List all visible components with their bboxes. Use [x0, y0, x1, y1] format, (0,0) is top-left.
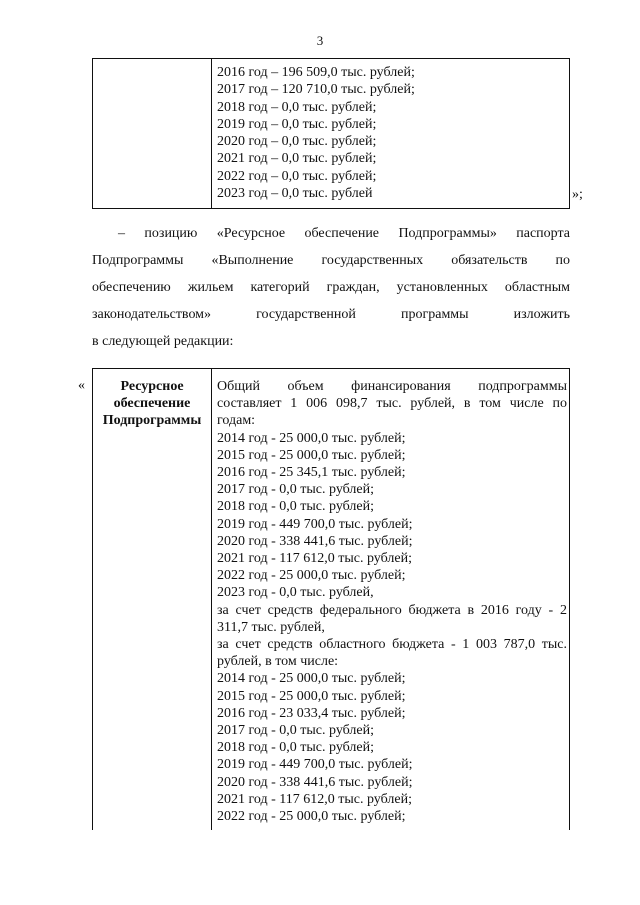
- table-line: 2022 год - 25 000,0 тыс. рублей;: [217, 568, 406, 584]
- table-line: 2014 год - 25 000,0 тыс. рублей;: [217, 671, 406, 687]
- closing-quote: »;: [572, 187, 583, 202]
- column-divider: [211, 59, 212, 208]
- table-line: 2023 год – 0,0 тыс. рублей: [217, 186, 373, 202]
- table-line: за счет средств областного бюджета - 1 003 787,0 тыс.: [217, 637, 567, 653]
- table-line: 2016 год - 23 033,4 тыс. рублей;: [217, 705, 406, 721]
- table-line: рублей, в том числе:: [217, 654, 339, 670]
- page-number: 3: [316, 33, 324, 48]
- table-line: 2019 год - 449 700,0 тыс. рублей;: [217, 757, 413, 773]
- row-label: [93, 378, 211, 429]
- table-line: 2017 год – 120 710,0 тыс. рублей;: [217, 82, 415, 98]
- paragraph-line: законодательством» государственной программы изложить: [92, 307, 570, 322]
- table-line: 2016 год – 196 509,0 тыс. рублей;: [217, 65, 415, 80]
- column-divider: [211, 369, 212, 830]
- table-line: 2021 год - 117 612,0 тыс. рублей;: [217, 791, 412, 807]
- table-line: 2020 год - 338 441,6 тыс. рублей;: [217, 533, 413, 549]
- funding-table-continuation: [92, 58, 570, 209]
- opening-quote: «: [78, 378, 85, 393]
- paragraph-line: обеспечению жильем категорий граждан, установленных областным: [92, 280, 570, 295]
- table-line: 2022 год - 25 000,0 тыс. рублей;: [217, 809, 406, 825]
- table-line: 2020 год – 0,0 тыс. рублей;: [217, 134, 377, 150]
- table-line: 2019 год - 449 700,0 тыс. рублей;: [217, 516, 413, 532]
- table-line: 2021 год - 117 612,0 тыс. рублей;: [217, 551, 412, 567]
- table-line: Общий объем финансирования подпрограммы: [217, 379, 567, 394]
- table-line: 2017 год - 0,0 тыс. рублей;: [217, 482, 375, 498]
- table-line: 2015 год - 25 000,0 тыс. рублей;: [217, 447, 406, 463]
- table-line: 2018 год - 0,0 тыс. рублей;: [217, 740, 375, 756]
- table-line: за счет средств федерального бюджета в 2016 году - 2: [217, 602, 567, 618]
- paragraph-line: – позицию «Ресурсное обеспечение Подпрограммы» паспорта: [118, 226, 570, 241]
- table-line: 2019 год – 0,0 тыс. рублей;: [217, 116, 377, 132]
- table-line: 2022 год – 0,0 тыс. рублей;: [217, 168, 377, 184]
- table-line: годам:: [217, 413, 256, 429]
- table-line: 2015 год - 25 000,0 тыс. рублей;: [217, 688, 406, 704]
- table-line: 2021 год – 0,0 тыс. рублей;: [217, 151, 377, 167]
- table-line: 2014 год - 25 000,0 тыс. рублей;: [217, 430, 406, 446]
- table-line: 2017 год - 0,0 тыс. рублей;: [217, 723, 375, 739]
- amendment-paragraph: [92, 220, 570, 355]
- label-line: Подпрограммы: [102, 413, 202, 428]
- funding-details-cell: [217, 378, 567, 825]
- table-line: 2018 год – 0,0 тыс. рублей;: [217, 99, 377, 115]
- label-line: Ресурсное: [120, 379, 184, 394]
- label-line: обеспечение: [113, 396, 191, 411]
- resource-provision-table: [92, 368, 570, 830]
- table-line: 2018 год - 0,0 тыс. рублей;: [217, 499, 375, 515]
- paragraph-line: Подпрограммы «Выполнение государственных обязательств по: [92, 253, 570, 268]
- table-line: 2023 год - 0,0 тыс. рублей,: [217, 585, 374, 601]
- table-line: 2020 год - 338 441,6 тыс. рублей;: [217, 774, 413, 790]
- table-line: 311,7 тыс. рублей,: [217, 619, 325, 635]
- table-line: составляет 1 006 098,7 тыс. рублей, в том числе по: [217, 396, 567, 412]
- funding-years-cell: [217, 64, 567, 202]
- paragraph-line: в следующей редакции:: [92, 334, 234, 349]
- table-line: 2016 год - 25 345,1 тыс. рублей;: [217, 465, 406, 481]
